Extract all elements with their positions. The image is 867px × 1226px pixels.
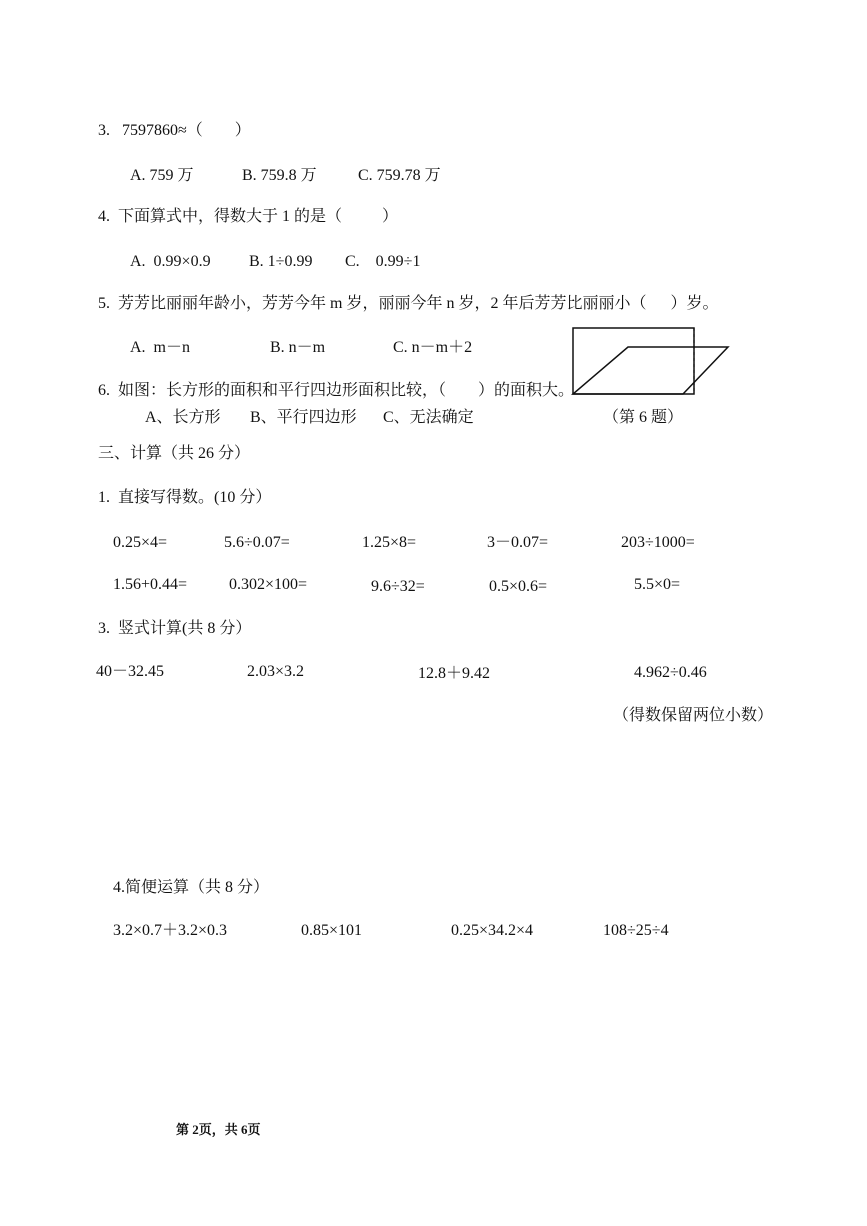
- question-5-option-a: A. m－n: [130, 339, 191, 356]
- section-3-title: 三、计算（共 26 分）: [98, 445, 251, 462]
- question-4-stem: 4. 下面算式中，得数大于 1 的是（ ）: [98, 208, 399, 225]
- page-number-footer: 第 2页，共 6页: [176, 1122, 261, 1137]
- question-6-stem: 6. 如图：长方形的面积和平行四边形面积比较，（ ）的面积大。: [98, 382, 575, 399]
- mental-calc-item: 0.5×0.6=: [489, 578, 548, 595]
- question-6-option-c: C、无法确定: [383, 409, 474, 426]
- question-6-figure-caption: （第 6 题）: [603, 409, 684, 426]
- mental-calc-item: 1.25×8=: [362, 534, 417, 551]
- mental-calc-item: 203÷1000=: [621, 534, 695, 551]
- part-4-title: 4.简便运算（共 8 分）: [113, 879, 270, 896]
- part-3-note: （得数保留两位小数）: [613, 707, 774, 724]
- question-6-option-a: A、长方形: [145, 409, 221, 426]
- part-3-title: 3. 竖式计算(共 8 分）: [98, 620, 252, 637]
- mental-calc-item: 0.302×100=: [229, 576, 308, 593]
- parallelogram-shape: [573, 347, 728, 394]
- simplify-calc-item: 3.2×0.7＋3.2×0.3: [113, 922, 228, 939]
- rectangle-shape: [573, 328, 694, 394]
- vertical-calc-item: 40－32.45: [96, 663, 165, 680]
- vertical-calc-item: 12.8＋9.42: [418, 665, 491, 682]
- question-4-option-c: C. 0.99÷1: [345, 253, 421, 270]
- mental-calc-item: 5.5×0=: [634, 576, 681, 593]
- mental-calc-item: 5.6÷0.07=: [224, 534, 290, 551]
- question-3-option-b: B. 759.8 万: [242, 167, 317, 184]
- mental-calc-item: 3－0.07=: [487, 534, 549, 551]
- mental-calc-item: 9.6÷32=: [371, 578, 425, 595]
- question-5-option-b: B. n－m: [270, 339, 326, 356]
- part-1-title: 1. 直接写得数。(10 分）: [98, 489, 272, 506]
- rectangle-parallelogram-figure: [566, 320, 736, 400]
- question-6-option-b: B、平行四边形: [250, 409, 357, 426]
- vertical-calc-item: 2.03×3.2: [247, 663, 305, 680]
- question-5-option-c: C. n－m＋2: [393, 339, 473, 356]
- question-3-option-c: C. 759.78 万: [358, 167, 441, 184]
- question-3-stem: 3. 7597860≈（ ）: [98, 122, 251, 139]
- simplify-calc-item: 0.25×34.2×4: [451, 922, 534, 939]
- simplify-calc-item: 108÷25÷4: [603, 922, 669, 939]
- vertical-calc-item: 4.962÷0.46: [634, 664, 707, 681]
- question-4-option-b: B. 1÷0.99: [249, 253, 313, 270]
- question-3-option-a: A. 759 万: [130, 167, 194, 184]
- question-4-option-a: A. 0.99×0.9: [130, 253, 211, 270]
- mental-calc-item: 1.56+0.44=: [113, 576, 188, 593]
- question-5-stem: 5. 芳芳比丽丽年龄小，芳芳今年 m 岁，丽丽今年 n 岁，2 年后芳芳比丽丽小（ ）岁。: [98, 295, 719, 312]
- simplify-calc-item: 0.85×101: [301, 922, 363, 939]
- mental-calc-item: 0.25×4=: [113, 534, 168, 551]
